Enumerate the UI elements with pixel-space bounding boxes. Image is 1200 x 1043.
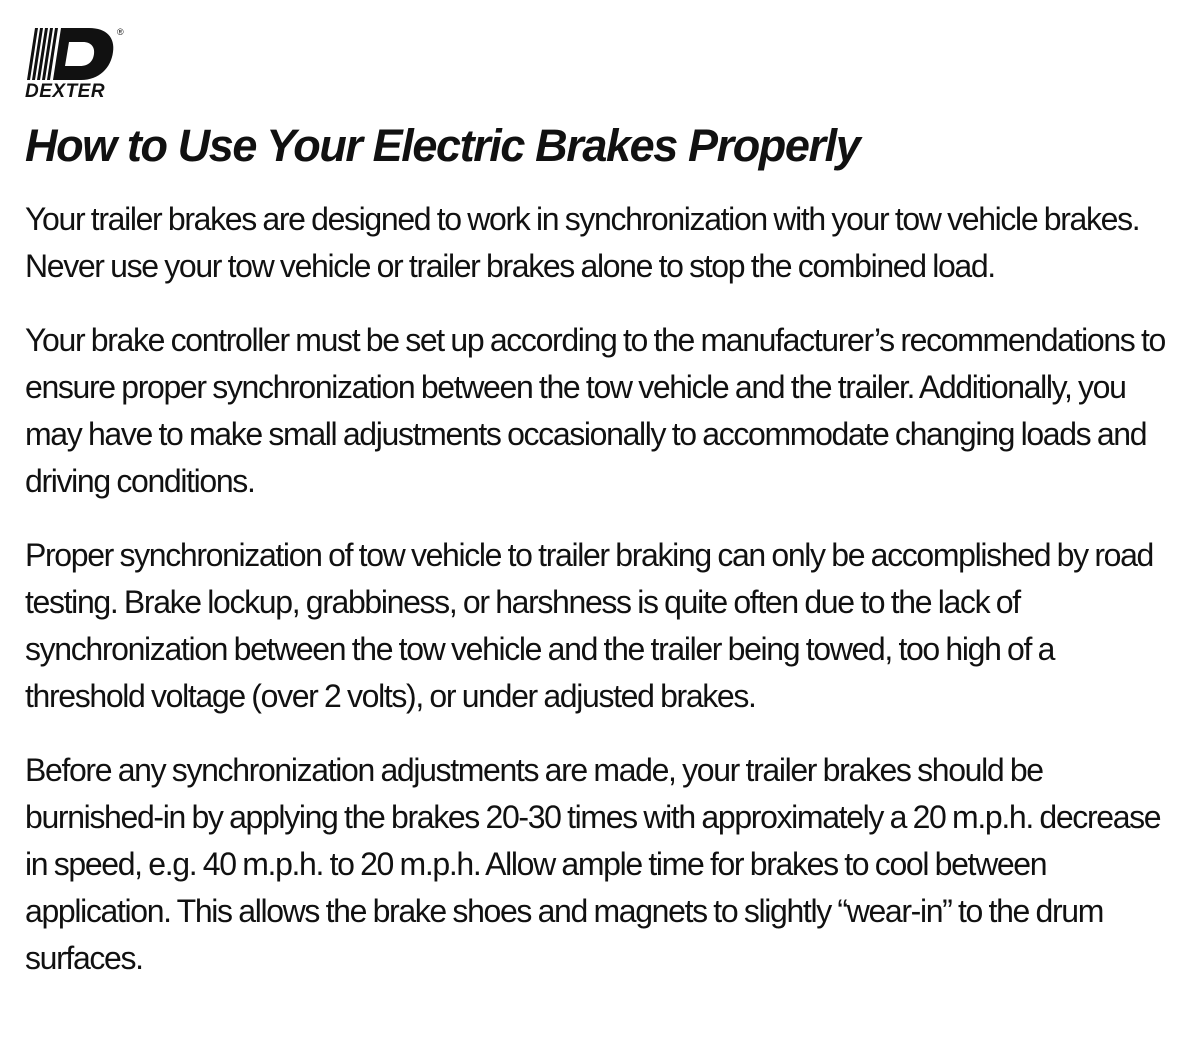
registered-mark: ® <box>117 27 124 37</box>
paragraph: Before any synchronization adjustments are made, your trailer brakes should be burnished-in by applying the brakes 20-30 times with approximately a 20 m.p.h. decrease in speed, e.g. 40 m.p.h. to 20 m.p.h. Allow ample time for brakes to cool between application. This allows the brake shoes and magnets to slightly “wear-in” to the drum surfaces. <box>25 752 1161 976</box>
body-text <box>25 196 1175 1009</box>
dexter-d-mark-icon <box>25 28 115 80</box>
page-title: How to Use Your Electric Brakes Properly <box>25 120 860 171</box>
brand-name: DEXTER <box>25 81 106 102</box>
paragraph: Your trailer brakes are designed to work in synchronization with your tow vehicle brakes. Never use your tow vehicle or trailer brakes alone to stop the combined load. <box>25 201 1140 284</box>
paragraph: Proper synchronization of tow vehicle to trailer braking can only be accomplished by road testing. Brake lockup, grabbiness, or harshness is quite often due to the lack of synchronization between the tow vehicle and the trailer being towed, too high of a threshold voltage (over 2 volts), or under adjusted brakes. <box>25 537 1153 714</box>
dexter-logo <box>25 28 135 106</box>
paragraph: Your brake controller must be set up according to the manufacturer’s recommendations to ensure proper synchronization between the tow vehicle and the trailer. Additionally, you may have to make small adjustments occasionally to accommodate changing loads and driving conditions. <box>25 322 1165 499</box>
